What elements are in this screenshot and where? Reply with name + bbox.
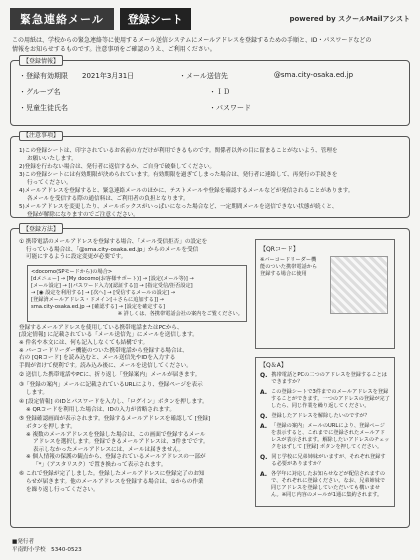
qr-label: 【QRコード】 [260,246,299,253]
expiry-value: 2021年3月31日 [82,72,135,80]
footer [12,538,82,554]
step-line: ⑤ 登録確認画面が表示されます。登録するメールアドレスを確認して [登録] [19,416,211,423]
password-field [179,103,401,113]
docomo-line: ※ 詳しくは、各携帯電話会社の案内をご覧ください。 [117,310,243,317]
step-line: 可能にするように設定変更が必要です。 [26,254,127,261]
step-line: 右の [QRコード] を読み込むと、メール送信先やIDを入力する [19,355,176,362]
note-line: 4)メールアドレスを登録すると、緊急連絡メールのほかに、テストメールや登録を確認するメールなどが発信されることがあります。 [19,188,354,194]
notes-section [10,132,410,218]
sender-field [179,71,401,81]
group-label: ・グループ名 [19,88,61,96]
id-field [179,87,401,97]
note-line: 各メールを受信する際の通信料は、ご利用者の負担となります。 [27,196,189,202]
docomo-line: [メール設定] → [(パスワード入力)[認証する]] → [指定受信/拒否設定] [31,282,193,289]
answer-text: 「登録の案内」メールのURLにより、登録ページを表示すると、これまでに登録されたメールアドレスが表示されます。解除したいアドレスのチェックをはずして [登録] ボタンを押してください。 [271,423,390,450]
step-line: アドレスを選択します。登録できるメールアドレスは、3件までです。 [33,439,209,446]
step-line: 行っている場合は、「@sma.city-osaka.ed.jp」からのメールを受信 [26,246,199,253]
procedure-section [10,228,410,528]
docomo-line: [登録済メールアドレス・ドメイン[＋さらに追加する]] → [31,296,164,303]
note-line: お願いいたします。 [27,156,77,162]
qa-question: Q. 登録したアドレスを解除したいのですが？ [260,413,370,420]
note-line: 行ってください。 [27,180,72,186]
guardian-field [19,103,179,113]
intro-text [12,36,410,54]
qr-note: ※バーコードリーダー機能のついた携帯電話から登録する場合に使用 [260,257,318,277]
step-line: ④ [設定情報] のIDとパスワードを入力し、「ログイン」ボタンを押します。 [19,399,208,406]
step-line: ボタンを押します。 [26,423,76,430]
section-label: 【登録情報】 [19,55,63,66]
qr-code-image[interactable] [330,256,388,314]
sender-value: @sma.city-osaka.ed.jp [273,71,354,79]
docomo-line: <docomo(SPモードから)の場合> [31,268,113,275]
question-text: 登録したアドレスを解除したいのですが？ [271,413,370,419]
step-line: 「*」（アスタリスク）で置き換わって表示されます。 [33,461,167,468]
qa-question: Q. 携帯電話とPCの二つのアドレスを登録することはできますか？ [260,372,390,386]
step-line: を繰り返し行ってください。 [26,486,99,493]
docomo-line: → [◉ 設定を利用する] → [次へ] → [受信するメールの設定] → [31,289,176,296]
expiry-field [19,71,179,81]
group-field [19,87,179,97]
note-line: 3)この登録シートには有効期限が決められています。有効期限を過ぎてしまった場合は、発行者に連絡して、再発行の手続きを [19,172,338,178]
powered-by: powered by スクールMailアシスト [289,15,410,23]
qa-label: 【Q＆A】 [260,362,287,369]
issuer-value: 平南野小学校 5340-0523 [12,547,82,553]
step-line: ※ 件名や本文には、何も記入しなくても結構です。 [19,339,149,346]
section-label: 【登録方法】 [19,223,63,234]
note-line: 2)登録を行わない場合は、発行者に返信するか、ご自身で破棄してください。 [19,164,215,170]
step-line: します。 [26,389,48,396]
step-line: ① 携帯電話のメールアドレスを登録する場合、「メール受信拒否」の設定を [19,239,208,245]
qa-answer: A. 各学年に対応したお知らせなどが配信されますので、それぞれに登録ください。なお、兄弟姉妹で同じアドレスを登録していただいても構いません。※同じ内容のメールが1通に集約されます。 [260,471,390,499]
step-line: ⑥ これで登録が完了しました。登録したメールアドレスに登録完了のお知 [19,471,205,478]
step-line: [設定情報] に記載されている「メール送信先」にメールを送信します。 [19,332,198,339]
step-line: らせが届きます。他のメールアドレスを登録する場合は、①からの作業 [26,479,204,486]
qr-panel [255,239,395,349]
note-line: 登録が解除になりますのでご注意ください。 [27,212,139,218]
password-label: ・パスワード [209,104,251,112]
note-line: 1)この登録シートは、印字されているお名前の方だけが利用できるものです。関係者以外の目に留まることがないよう、管理を [19,148,338,154]
step-line: ③「登録の案内」メールに記載されているURLにより、登録ページを表示 [19,381,203,388]
step-line: ※ バーコードリーダー機能のついた携帯電話から登録する場合は、 [19,347,188,354]
registration-info-section [10,60,410,126]
expiry-label: ・登録有効期限 [19,72,68,80]
docomo-line: sma.city-osaka.ed.jp → [確認する] → [設定を確定する] [31,303,165,310]
sender-label: ・メール送信先 [179,72,228,80]
step-line: 手間が省けて便利です。読み込み後に、メールを送信してください。 [19,362,192,369]
step-line: 登録するメールアドレスを使用している携帯電話またはPCから、 [19,324,183,331]
right-column [255,239,395,507]
step-line: ※ 個人情報の保護の観点から、登録されているメールアドレスの一部が [26,454,206,461]
qa-answer: A. この登録シートで3件までのメールアドレスを登録することができます。一つのアドレスの登録が完了したら、同じ作業を繰り返してください。 [260,389,390,409]
id-label: ・ＩＤ [209,88,230,96]
step-line: ② 送信した携帯電話やPCに、折り返し「登録案内」メールが届きます。 [19,372,201,379]
page-title: 緊急連絡メール [10,8,114,30]
question-text: 携帯電話とPCの二つのアドレスを登録することはできますか？ [271,372,387,385]
qa-panel [255,357,395,507]
answer-text: この登録シートで3件までのメールアドレスを登録することができます。一つのアドレスの登録が完了したら、同じ作業を繰り返してください。 [271,389,390,409]
note-line: 5)メールアドレスを変更したり、メールボックスがいっぱいになった場合など、一定期間メールを送信できない状態が続くと、 [19,204,338,210]
registration-sheet-label: 登録シート [120,8,191,30]
docomo-line: [dメニュー] → [My docomo(お客様サポート)] → [設定(メール等)] → [31,275,194,282]
qa-answer: A. 「登録の案内」メールのURLにより、登録ページを表示すると、これまでに登録されたメールアドレスが表示されます。解除したいアドレスのチェックをはずして [登録] ボタンを押してください。 [260,423,390,450]
step-line: ※ QRコードを利用した場合は、IDの入力が省略されます。 [26,406,175,413]
question-text: 同じ学校に兄弟姉妹がいますが、それぞれ登録する必要がありますか？ [271,454,386,467]
step-line: ※ 複数のメールアドレスを登録した場合は、この画面で登録するメール [26,431,206,438]
guardian-label: ・児童生徒氏名 [19,104,68,112]
intro-line: この用紙は、学校からの緊急連絡等に使用するメール送信システムにメールアドレスを登録するための手順と、ID・パスワードなどの [12,37,372,44]
header [10,8,410,30]
procedure-steps [19,239,247,507]
section-label: 【注意事項】 [19,131,63,141]
answer-text: 各学年に対応したお知らせなどが配信されますので、それぞれに登録ください。なお、兄弟姉妹で同じアドレスを登録していただいても構いません。※同じ内容のメールが1通に集約されます。 [271,471,386,498]
intro-line: 情報をお知らせするものです。注意事項をご確認のうえ、ご利用ください。 [12,46,216,53]
qa-question: Q. 同じ学校に兄弟姉妹がいますが、それぞれ登録する必要がありますか？ [260,454,390,468]
step-line: 表示しなかったメールアドレスには、メールは届きません。 [33,446,184,453]
issuer-label: ■発行者 [12,539,35,545]
docomo-instructions [27,265,247,322]
